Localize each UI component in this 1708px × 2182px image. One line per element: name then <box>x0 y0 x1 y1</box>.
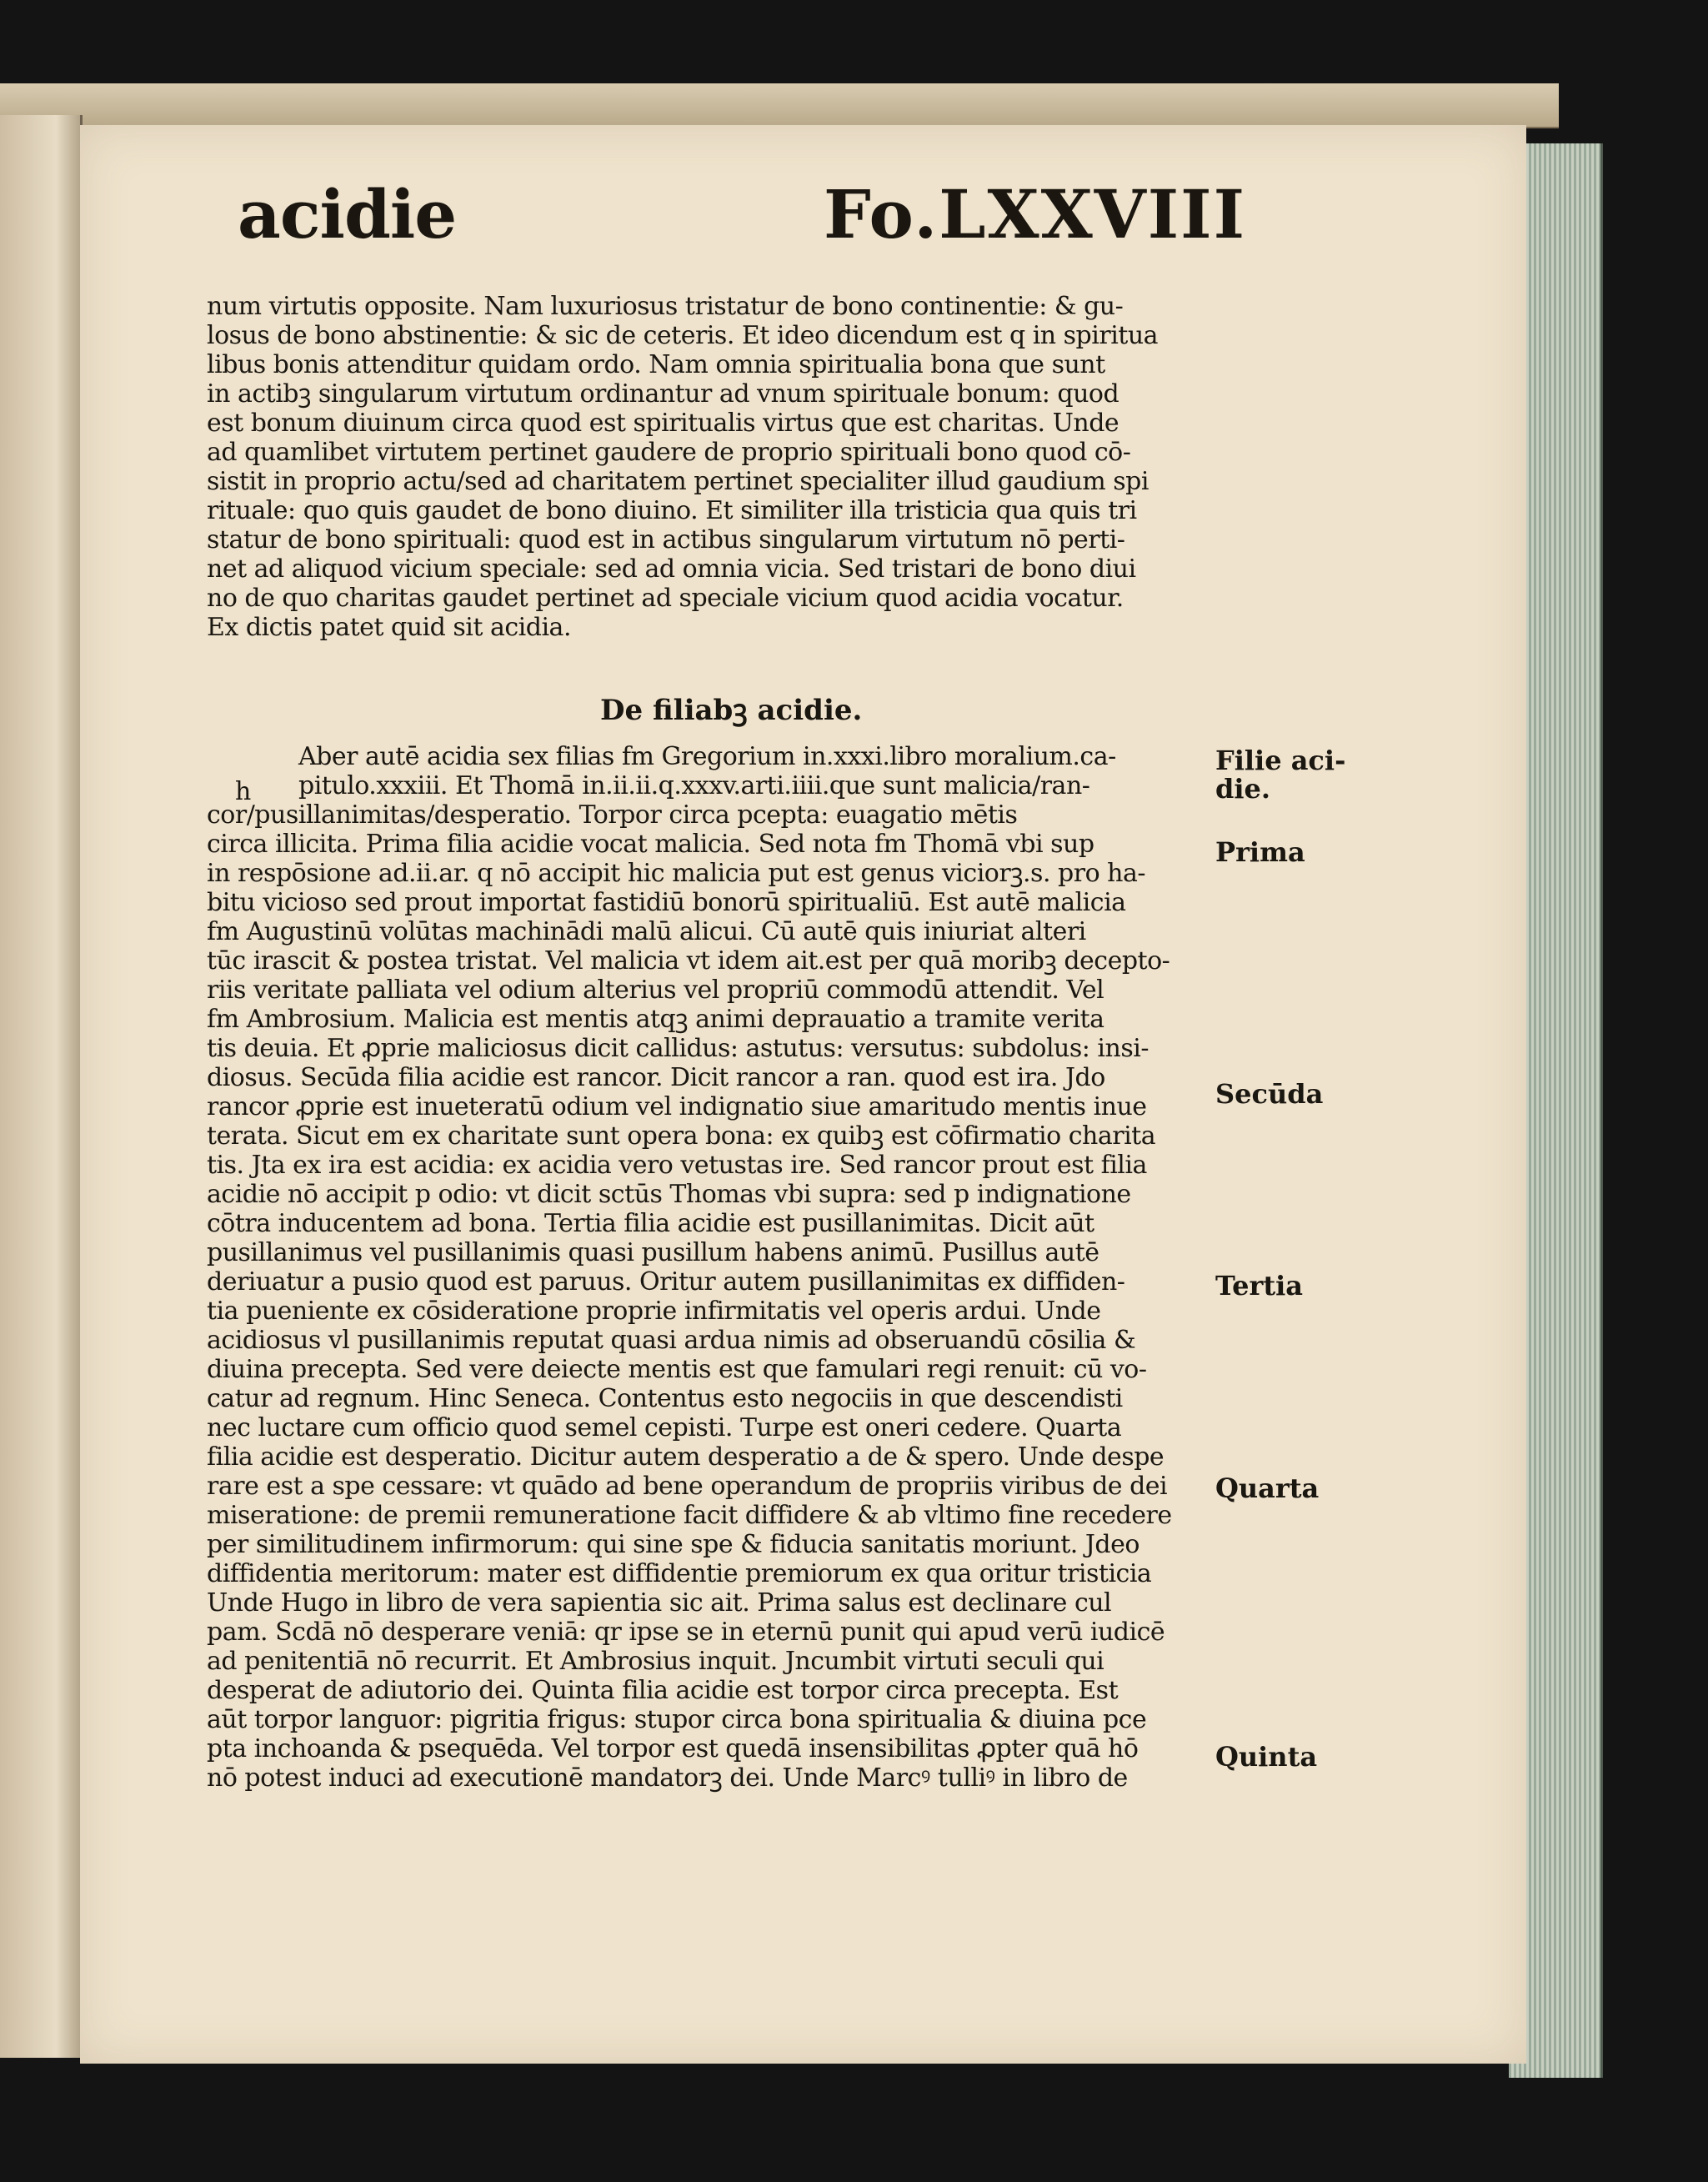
text-line: pta inchoanda & psequēda. Vel torpor est quedā insensibilitas ꝓpter quā hō <box>207 1734 1139 1763</box>
text-line: tis deuia. Et ꝓprie maliciosus dicit callidus: astutus: versutus: subdolus: insi- <box>207 1034 1149 1063</box>
text-line: rancor ꝓprie est inueteratū odium vel indignatio siue amaritudo mentis inue <box>207 1092 1147 1121</box>
text-line: fm Ambrosium. Malicia est mentis atqꝫ animi deprauatio a tramite verita <box>207 1005 1104 1034</box>
margin-note-tertia: Tertia <box>1215 1270 1304 1302</box>
text-line: net ad aliquod vicium speciale: sed ad omnia vicia. Sed tristari de bono diui <box>207 554 1136 584</box>
text-line: statur de bono spirituali: quod est in actibus singularum virtutum nō perti- <box>207 525 1125 554</box>
text-line: diosus. Secūda filia acidie est rancor. Dicit rancor a ran. quod est ira. Jdo <box>207 1063 1105 1092</box>
margin-note-prima: Prima <box>1215 836 1305 868</box>
text-line: bitu vicioso sed prout importat fastidiū bonorū spiritualiū. Est autē malicia <box>207 888 1126 917</box>
text-line: terata. Sicut em ex charitate sunt opera bona: ex quibꝫ est cōfirmatio charita <box>207 1121 1156 1151</box>
guide-letter: h <box>235 777 252 806</box>
text-line: cōtra inducentem ad bona. Tertia filia acidie est pusillanimitas. Dicit aūt <box>207 1209 1094 1238</box>
margin-note-quinta: Quinta <box>1215 1741 1318 1773</box>
text-line: nec luctare cum officio quod semel cepisti. Turpe est oneri cedere. Quarta <box>207 1413 1122 1442</box>
text-line: pam. Scdā nō desperare veniā: qr ipse se in eternū punit qui apud verū iudicē <box>207 1618 1165 1647</box>
text-line: tis. Jta ex ira est acidia: ex acidia vero vetustas ire. Sed rancor prout est filia <box>207 1151 1147 1180</box>
text-line: num virtutis opposite. Nam luxuriosus tristatur de bono continentie: & gu- <box>207 292 1124 321</box>
main-paragraph <box>207 742 1232 1793</box>
text-line: acidiosus vl pusillanimis reputat quasi ardua nimis ad obseruandū cōsilia & <box>207 1326 1136 1355</box>
text-line: Ex dictis patet quid sit acidia. <box>207 613 571 642</box>
text-line: libus bonis attenditur quidam ordo. Nam omnia spiritualia bona que sunt <box>207 350 1105 379</box>
margin-note-secunda: Secūda <box>1215 1078 1324 1110</box>
text-line: fm Augustinū volūtas machinādi malū alicui. Cū autē quis iniuriat alteri <box>207 917 1086 946</box>
text-line: ad penitentiā nō recurrit. Et Ambrosius inquit. Jncumbit virtuti seculi qui <box>207 1647 1104 1676</box>
text-line: nō potest induci ad executionē mandatorꝫ dei. Unde Marcꝰ tulliꝰ in libro de <box>207 1763 1128 1793</box>
facing-page-edge <box>0 115 83 2058</box>
text-line: ad quamlibet virtutem pertinet gaudere de proprio spirituali bono quod cō- <box>207 438 1131 467</box>
text-line: in respōsione ad.ii.ar. q nō accipit hic malicia put est genus viciorꝫ.s. pro ha- <box>207 859 1146 888</box>
text-line: tia pueniente ex cōsideratione proprie infirmitatis vel operis ardui. Unde <box>207 1297 1101 1326</box>
text-line: aūt torpor languor: pigritia frigus: stupor circa bona spiritualia & diuina pce <box>207 1705 1147 1734</box>
text-line: riis veritate palliata vel odium alterius vel propriū commodū attendit. Vel <box>207 976 1104 1005</box>
text-line: est bonum diuinum circa quod est spiritualis virtus que est charitas. Unde <box>207 409 1119 438</box>
text-line: catur ad regnum. Hinc Seneca. Contentus esto negociis in que descendisti <box>207 1384 1123 1413</box>
text-line: filia acidie est desperatio. Dicitur autem desperatio a de & spero. Unde despe <box>207 1442 1165 1472</box>
text-line: rare est a spe cessare: vt quādo ad bene operandum de propriis viribus de dei <box>207 1472 1168 1501</box>
section-heading: De filiabꝫ acidie. <box>600 694 863 727</box>
text-line: Aber autē acidia sex filias fm Gregorium in.xxxi.libro moralium.ca- <box>298 742 1116 771</box>
running-head <box>238 175 1246 275</box>
text-line: in actibꝫ singularum virtutum ordinantur ad vnum spirituale bonum: quod <box>207 379 1119 409</box>
book-top-edge <box>0 83 1559 128</box>
text-line: Unde Hugo in libro de vera sapientia sic ait. Prima salus est declinare cul <box>207 1588 1112 1618</box>
text-line: rituale: quo quis gaudet de bono diuino. Et similiter illa tristicia qua quis tri <box>207 496 1137 525</box>
text-line: diuina precepta. Sed vere deiecte mentis est que famulari regi renuit: cū vo- <box>207 1355 1147 1384</box>
text-line: circa illicita. Prima filia acidie vocat malicia. Sed nota fm Thomā vbi sup <box>207 830 1094 859</box>
intro-paragraph <box>207 292 1232 642</box>
text-line: acidie nō accipit p odio: vt dicit sctūs Thomas vbi supra: sed p indignatione <box>207 1180 1131 1209</box>
text-line: pusillanimus vel pusillanimis quasi pusillum habens animū. Pusillus autē <box>207 1238 1099 1267</box>
margin-note-quarta: Quarta <box>1215 1472 1320 1504</box>
text-line: tūc irascit & postea tristat. Vel malicia vt idem ait.est per quā moribꝫ decepto- <box>207 946 1170 976</box>
text-line: pitulo.xxxiii. Et Thomā in.ii.ii.q.xxxv.arti.iiii.que sunt malicia/ran- <box>298 771 1090 800</box>
folio-number: Fo.LXXVIII <box>824 175 1246 253</box>
text-line: cor/pusillanimitas/desperatio. Torpor circa pcepta: euagatio mētis <box>207 800 1018 830</box>
text-line: per similitudinem infirmorum: qui sine spe & fiducia sanitatis moriunt. Jdeo <box>207 1530 1140 1559</box>
text-line: sistit in proprio actu/sed ad charitatem pertinet specialiter illud gaudium spi <box>207 467 1149 496</box>
text-line: deriuatur a pusio quod est paruus. Oritur autem pusillanimitas ex diffiden- <box>207 1267 1125 1297</box>
text-line: no de quo charitas gaudet pertinet ad speciale vicium quod acidia vocatur. <box>207 584 1124 613</box>
text-line: diffidentia meritorum: mater est diffidentie premiorum ex qua oritur tristicia <box>207 1559 1152 1588</box>
text-line: losus de bono abstinentie: & sic de ceteris. Et ideo dicendum est q in spiritua <box>207 321 1159 350</box>
running-title: acidie <box>238 175 457 253</box>
margin-note-filie: Filie aci- die. <box>1215 745 1346 805</box>
text-line: miseratione: de premii remuneratione facit diffidere & ab vltimo fine recedere <box>207 1501 1172 1530</box>
text-line: desperat de adiutorio dei. Quinta filia acidie est torpor circa precepta. Est <box>207 1676 1119 1705</box>
